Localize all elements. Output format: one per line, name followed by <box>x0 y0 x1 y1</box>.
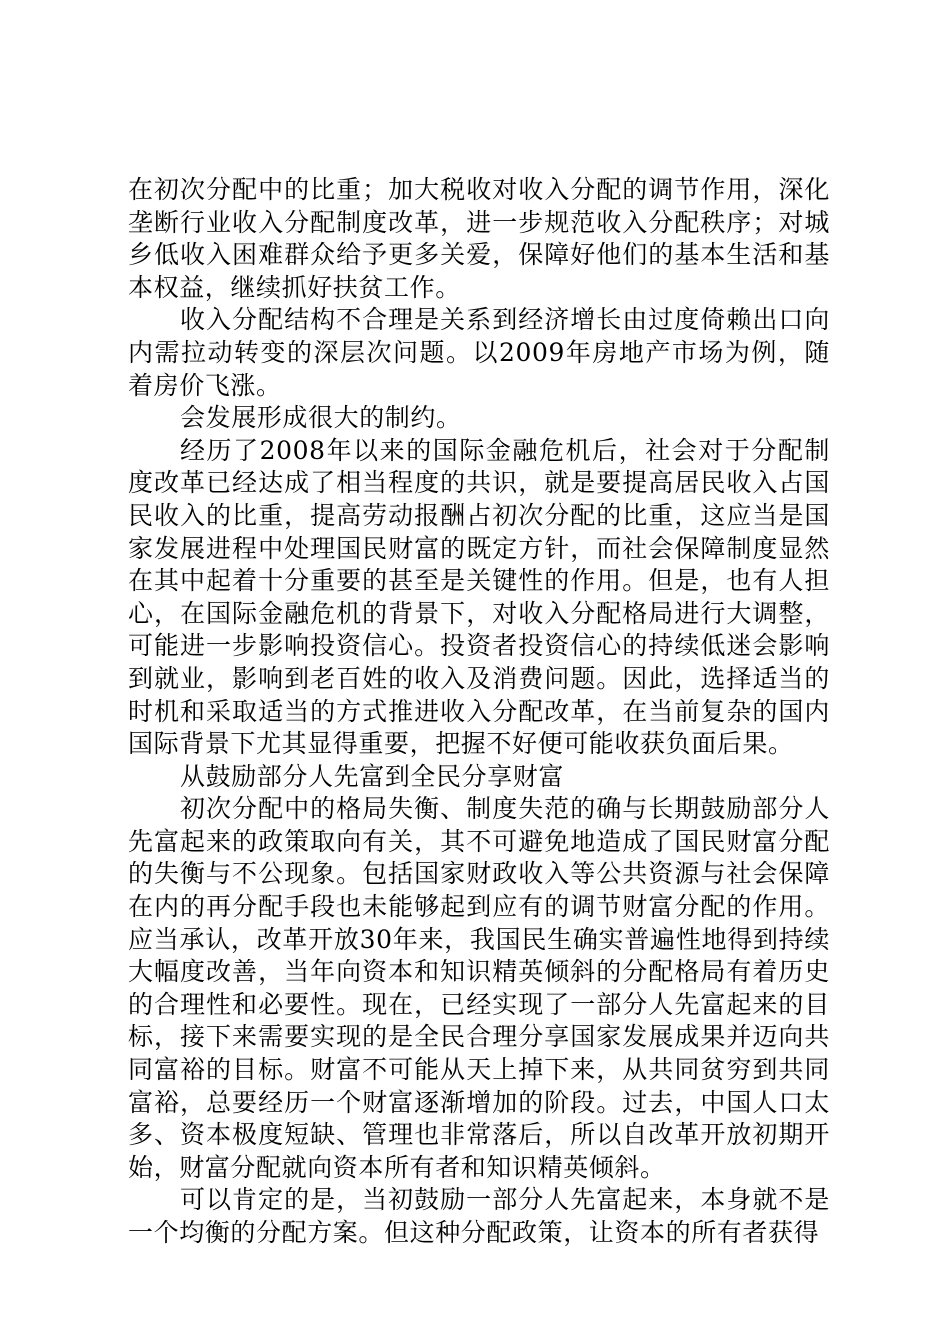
paragraph-1: 在初次分配中的比重；加大税收对收入分配的调节作用，深化垄断行业收入分配制度改革，进一步规范收入分配秩序；对城乡低收入困难群众给予更多关爱，保障好他们的基本生活和基本权益，继续抓好扶贫工作。 <box>128 175 830 302</box>
paragraph-3: 会发展形成很大的制约。 <box>180 403 462 433</box>
body-text <box>128 174 830 1250</box>
paragraph-5: 初次分配中的格局失衡、制度失范的确与长期鼓励部分人先富起来的政策取向有关，其不可避免地造成了国民财富分配的失衡与不公现象。包括国家财政收入等公共资源与社会保障在内的再分配手段也未能够起到应有的调节财富分配的作用。应当承认，改革开放30年来，我国民生确实普遍性地得到持续大幅度改善，当年向资本和知识精英倾斜的分配格局有着历史的合理性和必要性。现在，已经实现了一部分人先富起来的目标，接下来需要实现的是全民合理分享国家发展成果并迈向共同富裕的目标。财富不可能从天上掉下来，从共同贫穷到共同富裕，总要经历一个财富逐渐增加的阶段。过去，中国人口太多、资本极度短缺、管理也非常落后，所以自改革开放初期开始，财富分配就向资本所有者和知识精英倾斜。 <box>128 794 830 1182</box>
section-heading: 从鼓励部分人先富到全民分享财富 <box>180 761 565 791</box>
paragraph-6: 可以肯定的是，当初鼓励一部分人先富起来，本身就不是一个均衡的分配方案。但这种分配政策，让资本的所有者获得 <box>128 1185 830 1247</box>
paragraph-4: 经历了2008年以来的国际金融危机后，社会对于分配制度改革已经达成了相当程度的共识，就是要提高居民收入占国民收入的比重，提高劳动报酬占初次分配的比重，这应当是国家发展进程中处理国民财富的既定方针，而社会保障制度显然在其中起着十分重要的甚至是关键性的作用。但是，也有人担心，在国际金融危机的背景下，对收入分配格局进行大调整，可能进一步影响投资信心。投资者投资信心的持续低迷会影响到就业，影响到老百姓的收入及消费问题。因此，选择适当的时机和采取适当的方式推进收入分配改革，在当前复杂的国内国际背景下尤其显得重要，把握不好便可能收获负面后果。 <box>128 435 830 759</box>
paragraph-2: 收入分配结构不合理是关系到经济增长由过度倚赖出口向内需拉动转变的深层次问题。以2009年房地产市场为例，随着房价飞涨。 <box>128 305 830 400</box>
